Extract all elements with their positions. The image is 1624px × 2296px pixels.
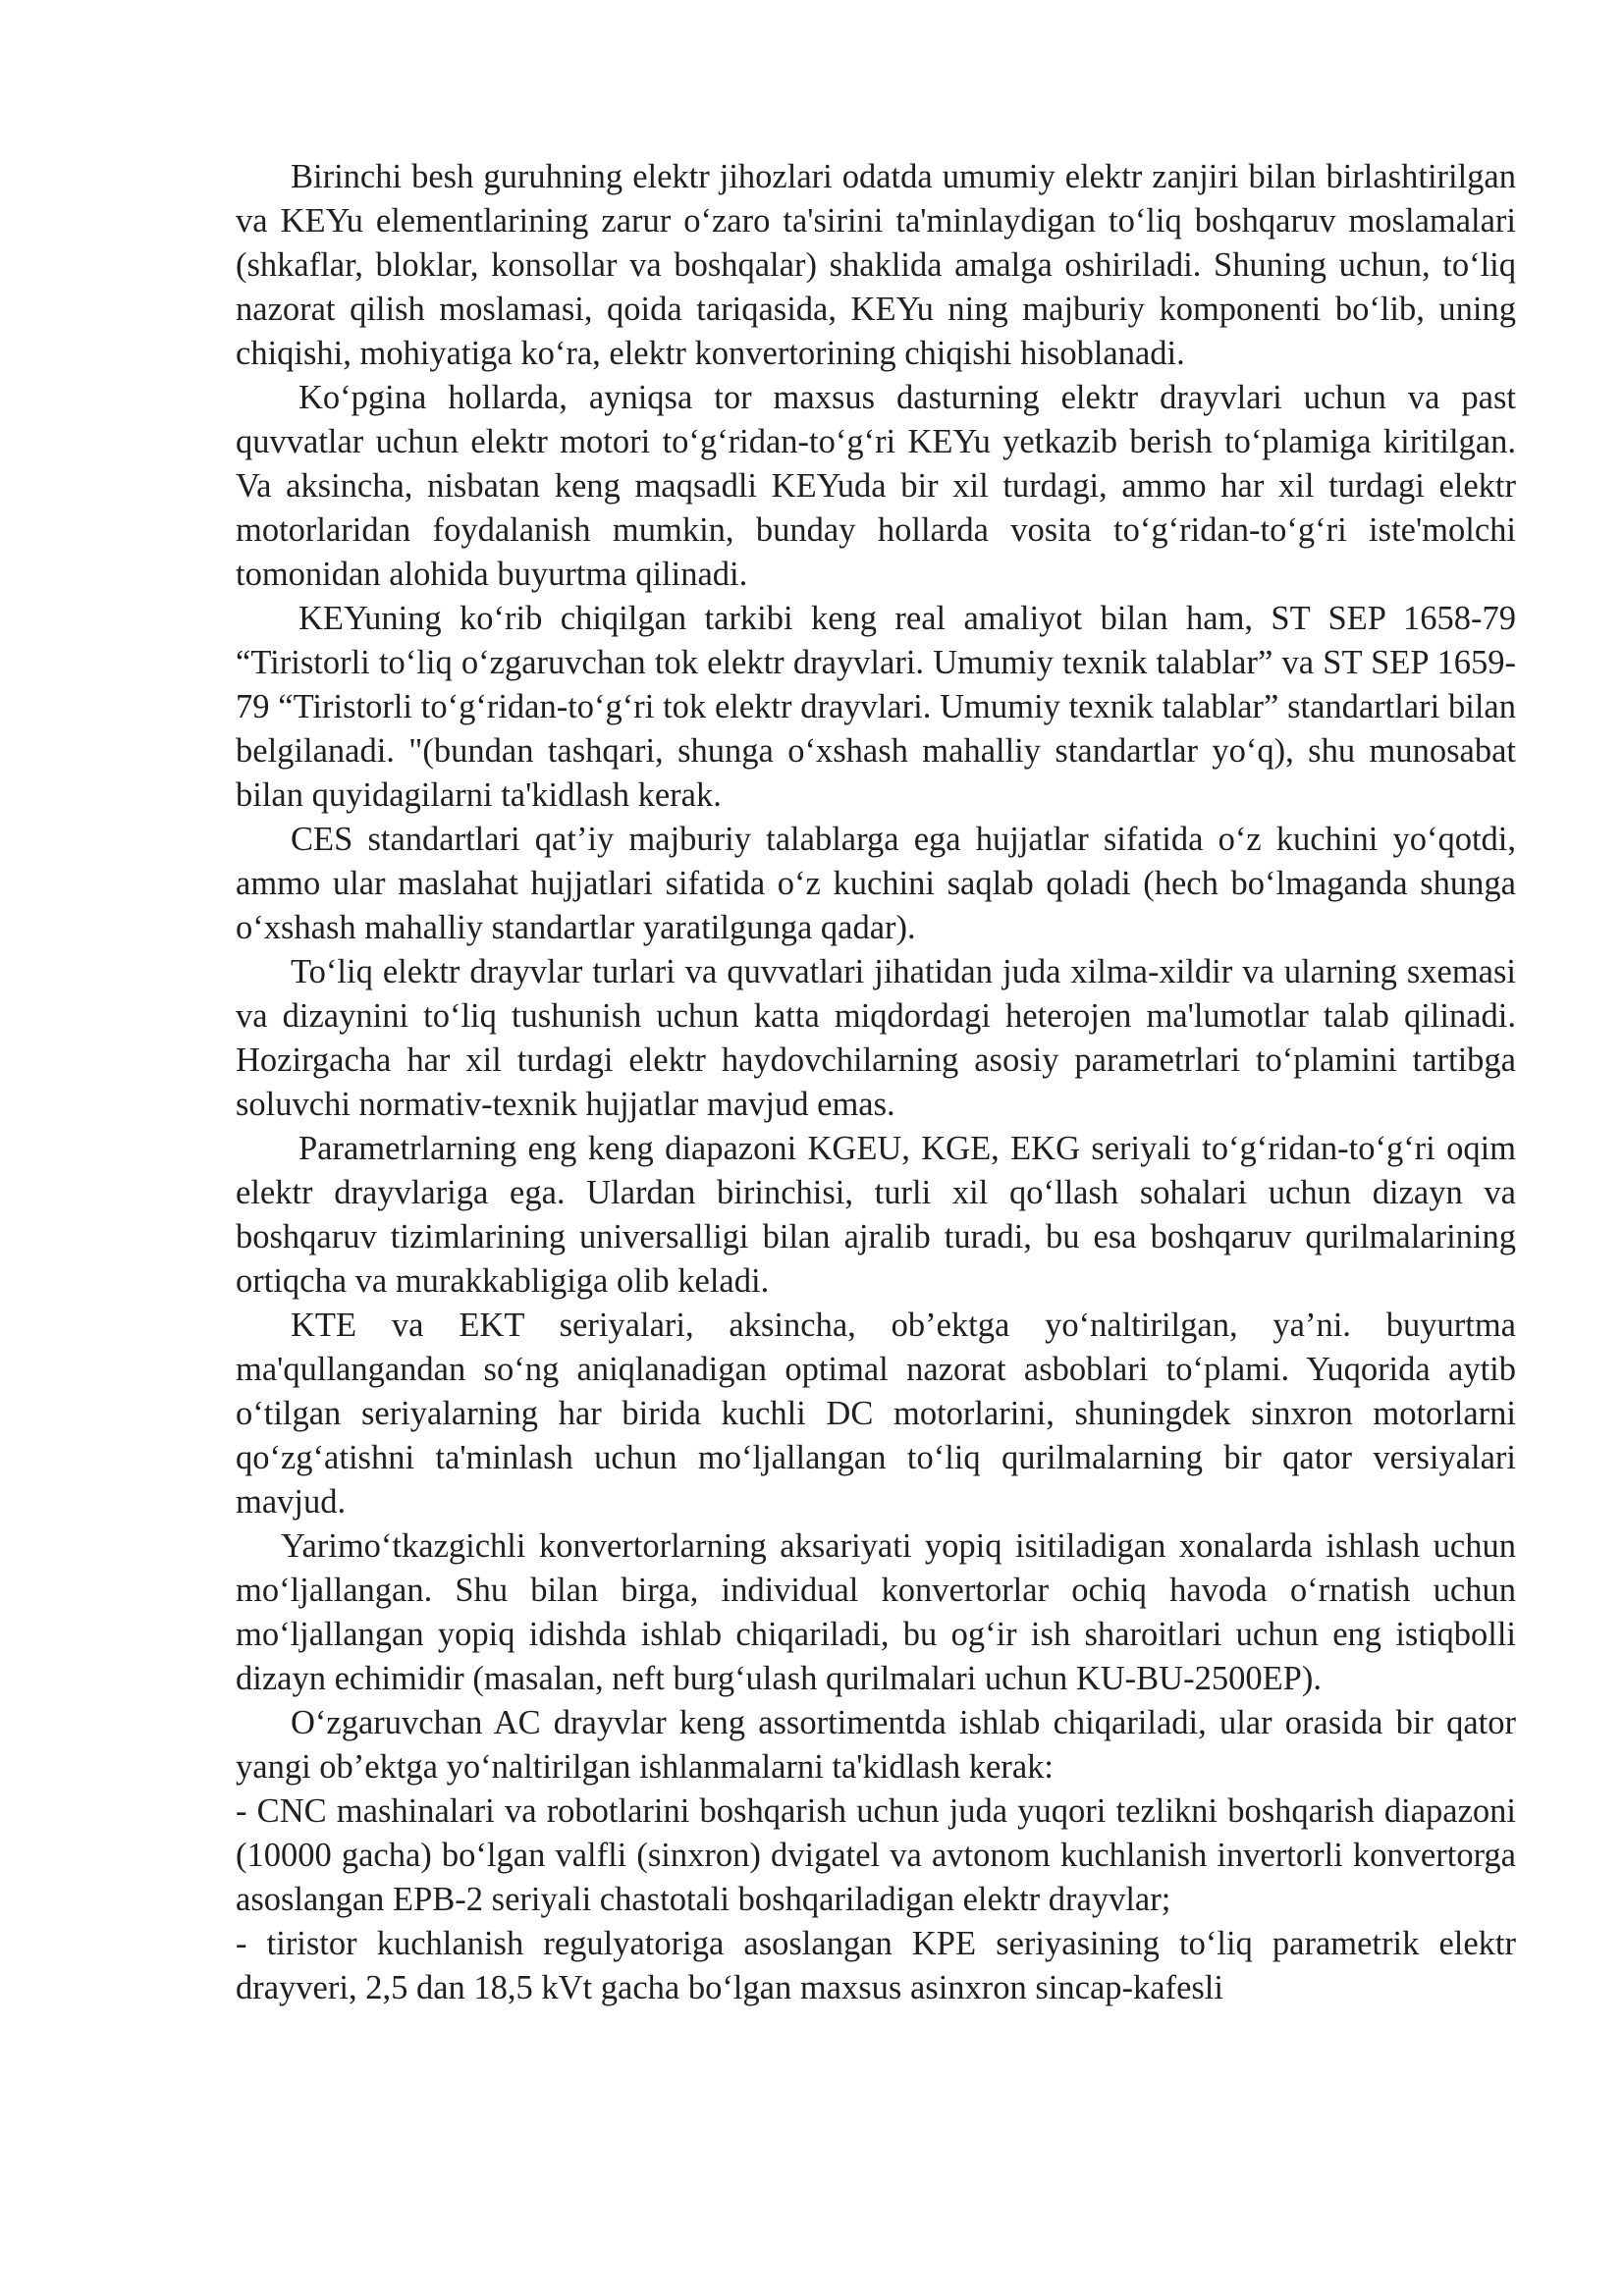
paragraph-6: Parametrlarning eng keng diapazoni KGEU, KGE, EKG seriyali to‘g‘ridan-to‘g‘ri oqim elektr drayvlariga ega. Ulardan birinchisi, turli xil qo‘llash sohalari uchun dizayn va boshqaruv tizimlarining universalligi bilan ajralib turadi, bu esa boshqaruv qurilmalarining ortiqcha va murakkabligiga olib keladi. [236, 1130, 1516, 1300]
paragraph-1: Birinchi besh guruhning elektr jihozlari odatda umumiy elektr zanjiri bilan birlashtirilgan va KEYu elementlarining zarur o‘zaro ta'sirini ta'minlaydigan to‘liq boshqaruv moslamalari (shkaflar, bloklar, konsollar va boshqalar) shaklida amalga oshiriladi. Shuning uchun, to‘liq nazorat qilish moslamasi, qoida tariqasida, KEYu ning majburiy komponenti bo‘lib, uning chiqishi, mohiyatiga ko‘ra, elektr konvertorining chiqishi hisoblanadi. [236, 158, 1516, 372]
paragraph-9: O‘zgaruvchan AC drayvlar keng assortimentda ishlab chiqariladi, ular orasida bir qator yangi ob’ektga yo‘naltirilgan ishlanmalarni ta'kidlash kerak: [236, 1704, 1516, 1786]
paragraph-4: CES standartlari qat’iy majburiy talablarga ega hujjatlar sifatida o‘z kuchini yo‘qotdi, ammo ular maslahat hujjatlari sifatida o‘z kuchini saqlab qoladi (hech bo‘lmaganda shunga o‘xshash mahalliy standartlar yaratilgunga qadar). [236, 821, 1516, 946]
list-item-1: - CNC mashinalari va robotlarini boshqarish uchun juda yuqori tezlikni boshqarish diapazoni (10000 gacha) bo‘lgan valfli (sinxron) dvigatel va avtonom kuchlanish invertorli konvertorga asoslangan EPB-2 seriyali chastotali boshqariladigan elektr drayvlar; [236, 1792, 1516, 1918]
paragraph-7: KTE va EKT seriyalari, aksincha, ob’ektga yo‘naltirilgan, ya’ni. buyurtma ma'qullangandan so‘ng aniqlanadigan optimal nazorat asboblari to‘plami. Yuqorida aytib o‘tilgan seriyalarning har birida kuchli DC motorlarini, shuningdek sinxron motorlarni qo‘zg‘atishni ta'minlash uchun mo‘ljallangan to‘liq qurilmalarning bir qator versiyalari mavjud. [236, 1307, 1516, 1521]
document-page [236, 155, 1516, 2010]
list-item-2: - tiristor kuchlanish regulyatoriga asoslangan KPE seriyasining to‘liq parametrik elektr drayveri, 2,5 dan 18,5 kVt gacha bo‘lgan maxsus asinxron sincap-kafesli [236, 1925, 1516, 2006]
paragraph-2: Ko‘pgina hollarda, ayniqsa tor maxsus dasturning elektr drayvlari uchun va past quvvatlar uchun elektr motori to‘g‘ridan-to‘g‘ri KEYu yetkazib berish to‘plamiga kiritilgan. Va aksincha, nisbatan keng maqsadli KEYuda bir xil turdagi, ammo har xil turdagi elektr motorlaridan foydalanish mumkin, bunday hollarda vosita to‘g‘ridan-to‘g‘ri iste'molchi tomonidan alohida buyurtma qilinadi. [236, 379, 1516, 593]
paragraph-3: KEYuning ko‘rib chiqilgan tarkibi keng real amaliyot bilan ham, ST SEP 1658-79 “Tiristorli to‘liq o‘zgaruvchan tok elektr drayvlari. Umumiy texnik talablar” va ST SEP 1659-79 “Tiristorli to‘g‘ridan-to‘g‘ri tok elektr drayvlari. Umumiy texnik talablar” standartlari bilan belgilanadi. "(bundan tashqari, shunga o‘xshash mahalliy standartlar yo‘q), shu munosabat bilan quyidagilarni ta'kidlash kerak. [236, 600, 1516, 814]
paragraph-5: To‘liq elektr drayvlar turlari va quvvatlari jihatidan juda xilma-xildir va ularning sxemasi va dizaynini to‘liq tushunish uchun katta miqdordagi heterojen ma'lumotlar talab qilinadi. Hozirgacha har xil turdagi elektr haydovchilarning asosiy parametrlari to‘plamini tartibga soluvchi normativ-texnik hujjatlar mavjud emas. [236, 953, 1516, 1123]
paragraph-8: Yarimo‘tkazgichli konvertorlarning aksariyati yopiq isitiladigan xonalarda ishlash uchun mo‘ljallangan. Shu bilan birga, individual konvertorlar ochiq havoda o‘rnatish uchun mo‘ljallangan yopiq idishda ishlab chiqariladi, bu og‘ir ish sharoitlari uchun eng istiqbolli dizayn echimidir (masalan, neft burg‘ulash qurilmalari uchun KU-BU-2500EP). [236, 1527, 1516, 1697]
